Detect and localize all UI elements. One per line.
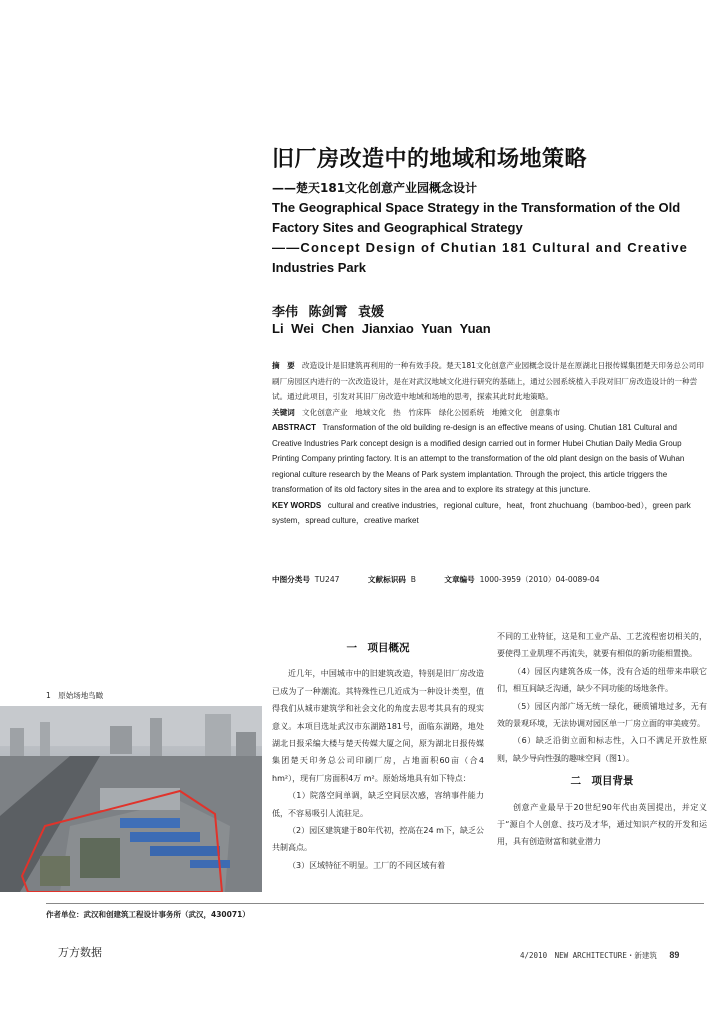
body-column-2 bbox=[497, 628, 707, 851]
keywords-en-label: KEY WORDS bbox=[272, 500, 322, 510]
abstract-block bbox=[272, 358, 704, 529]
aerial-photo-illustration bbox=[0, 706, 262, 892]
classification-line bbox=[272, 574, 704, 585]
paragraph: （2）园区建筑建于80年代初，控高在24 m下，缺乏公共制高点。 bbox=[272, 826, 484, 853]
paragraph: （5）园区内部广场无统一绿化，硬质铺地过多，无有效的景观环境，无法协调对园区单一厂房立面的审美疲劳。 bbox=[497, 701, 707, 729]
classification-value: 1000-3959（2010）04-0089-04 bbox=[479, 575, 600, 584]
classification-item bbox=[444, 575, 599, 584]
author-affiliation: 作者单位：武汉和创建筑工程设计事务所（武汉，430071） bbox=[46, 910, 250, 919]
article-title-cn: 旧厂房改造中的地域和场地策略 bbox=[272, 147, 588, 172]
section-heading: 一 项目概况 bbox=[346, 642, 410, 654]
authors-en: Li Wei Chen Jianxiao Yuan Yuan bbox=[272, 321, 491, 336]
keywords-cn-label: 关键词 bbox=[272, 407, 295, 417]
title-en-line: ——Concept Design of Chutian 181 Cultural and Creative bbox=[272, 240, 689, 255]
keywords-cn-text: 文化创意产业 地域文化 热 竹床阵 绿化公园系统 地摊文化 创意集市 bbox=[302, 407, 561, 417]
abstract-en bbox=[272, 420, 704, 498]
watermark: 万方数据 bbox=[58, 946, 102, 959]
abstract-en-text: Transformation of the old building re-design is an effective means of using. Chutian 181 Cultural and Creative Industries Park concept design is a modified design carried out in former Hubei Chutian Daily Media Group Printing Company printing factory. It is an attempt to the transformation of the old plant design on the basis of Wuhan regional culture research by the Means of Park system implantation. Through the project, this article triggers the transformation of its old factory sites in the area and to explore its strategy at this juncture. bbox=[272, 423, 685, 494]
footnote-divider bbox=[46, 903, 704, 904]
keywords-en-text: cultural and creative industries，regional culture，heat，front zhuchuang（bamboo-bed），green park system，spread culture，creative market bbox=[272, 500, 691, 525]
abstract-cn-text: 改造设计是旧建筑再利用的一种有效手段。楚天181文化创意产业园概念设计是在原湖北日报传媒集团楚天印务总公司印刷厂房园区内进行的一次改造设计，是在对武汉地域文化进行研究的基础上，通过公园系统植入手段对旧厂房改造设计的一种尝试。通过此项目，引发对其旧厂房改造中地域和场地的思考，探索其此时此地策略。 bbox=[272, 361, 704, 401]
page-footer bbox=[520, 950, 679, 961]
keywords-cn bbox=[272, 405, 704, 421]
classification-label: 文献标识码 bbox=[367, 575, 406, 584]
abstract-cn bbox=[272, 358, 704, 405]
photo-caption: 1 原始场地鸟瞰 bbox=[46, 691, 104, 700]
article-title-en bbox=[272, 198, 712, 278]
abstract-en-label: ABSTRACT bbox=[272, 423, 316, 432]
paragraph: 创意产业最早于20世纪90年代由英国提出，并定义于“源自个人创意、技巧及才华，通过知识产权的开发和运用，具有创造财富和就业潜力 bbox=[497, 802, 707, 847]
authors-cn: 李伟 陈剑霄 袁媛 bbox=[272, 305, 385, 320]
paragraph: （3）区域特征不明显。工厂的不同区域有着 bbox=[288, 860, 446, 870]
classification-label: 文章编号 bbox=[444, 575, 475, 584]
title-en-line: Factory Sites and Geographical Strategy bbox=[272, 220, 523, 235]
classification-value: TU247 bbox=[314, 575, 340, 584]
classification-value: B bbox=[410, 575, 416, 584]
paragraph: 近几年，中国城市中的旧建筑改造，特别是旧厂房改造已成为了一种潮流。其特殊性已几近成为一种设计类型，值得我们从城市建筑学和社会文化的角度去思考其具有的现实意义。本项目选址武汉市东湖路181号，面临东湖路，地处湖北日报采编大楼与楚天传媒大厦之间，原为湖北日报传媒集团楚天印务总公司印刷厂房，占地面积60亩（合4 hm²），现有厂房面积4万 m²。原始场地具有如下特点： bbox=[272, 669, 484, 783]
paragraph: （1）院落空间单调，缺乏空间层次感，容纳事件能力低，不容易吸引人流驻足。 bbox=[272, 791, 484, 818]
paragraph: 不同的工业特征，这是和工业产品、工艺流程密切相关的，要使得工业肌理不再流失，就要有相似的新功能相置换。 bbox=[497, 632, 707, 659]
classification-label: 中图分类号 bbox=[272, 575, 310, 584]
section-heading: 二 项目背景 bbox=[570, 775, 634, 788]
article-subtitle-cn: ——楚天181文化创意产业园概念设计 bbox=[272, 181, 478, 195]
abstract-cn-label: 摘 要 bbox=[272, 361, 295, 370]
aerial-site-photo bbox=[0, 706, 262, 892]
title-en-line: Industries Park bbox=[272, 260, 366, 275]
title-en-line: The Geographical Space Strategy in the Transformation of the Old bbox=[272, 200, 681, 215]
classification-item bbox=[272, 575, 340, 584]
page-number: 89 bbox=[669, 950, 680, 960]
paragraph: （4）园区内建筑各成一体，没有合适的纽带来串联它们，相互间缺乏沟通，缺少不同功能的场地条件。 bbox=[497, 666, 707, 694]
paragraph: （6）缺乏沿街立面和标志性，入口不满足开放性原则，缺少导向性强的趣味空间（图1）。 bbox=[497, 736, 707, 763]
classification-item bbox=[368, 575, 416, 584]
journal-name: 4/2010 NEW ARCHITECTURE・新建筑 bbox=[520, 951, 657, 960]
body-column-1 bbox=[272, 634, 484, 874]
keywords-en bbox=[272, 498, 704, 529]
